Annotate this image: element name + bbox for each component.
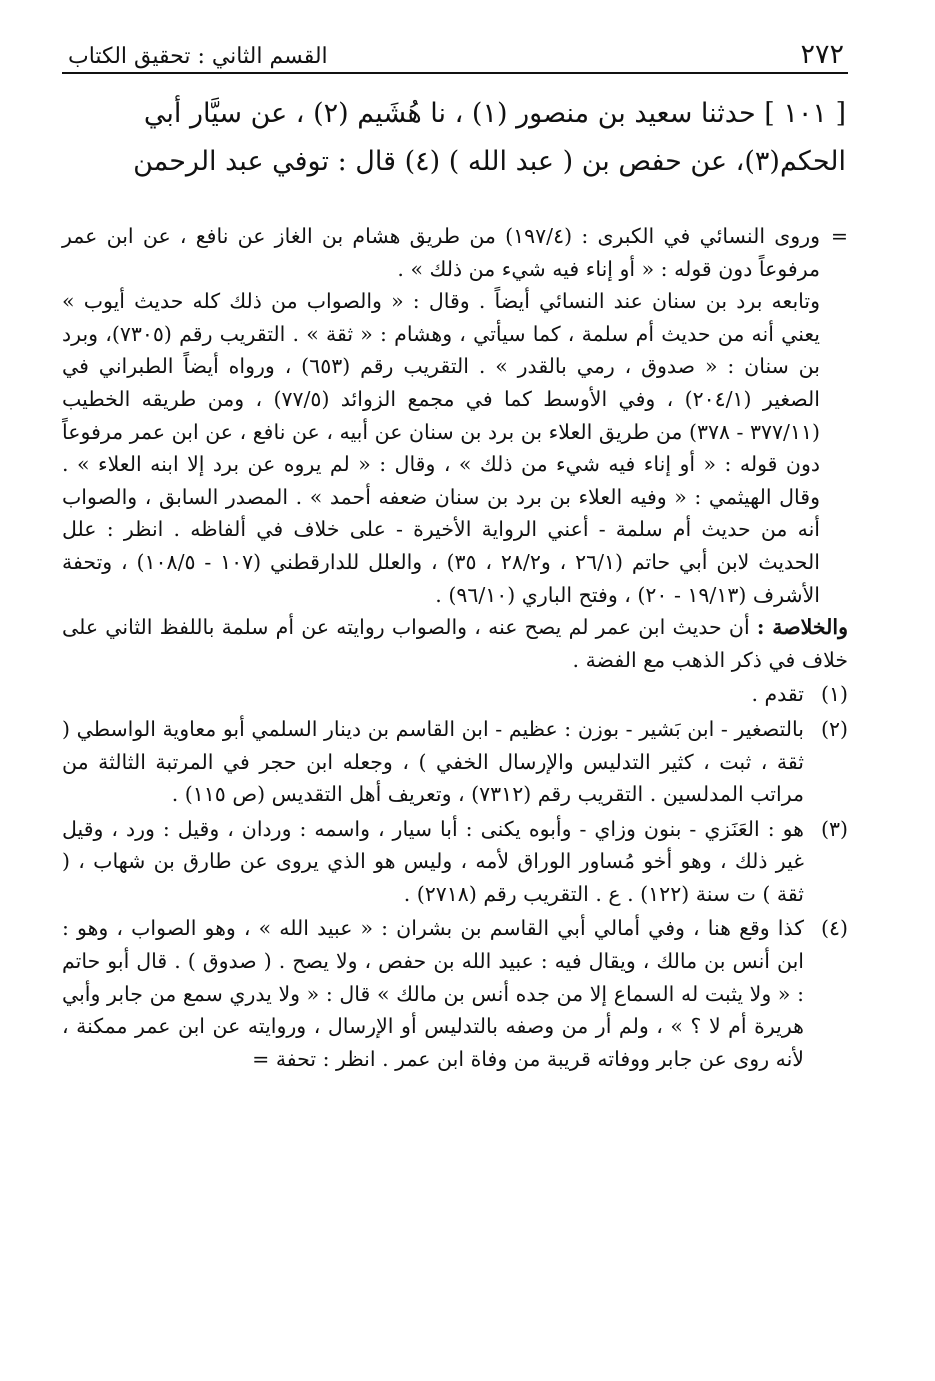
note-paragraph: وروى النسائي في الكبرى : (١٩٧/٤) من طريق هشام بن الغاز عن نافع ، عن ابن عمر مرفوعاً دون قوله : « أو إناء فيه شيء من ذلك » .	[62, 224, 820, 281]
page-header	[62, 40, 848, 74]
footnote	[62, 678, 848, 711]
footnote	[62, 713, 848, 811]
main-text-line: [ ١٠١ ] حدثنا سعيد بن منصور (١) ، نا هُشَيم (٢) ، عن سيَّار أبي	[143, 98, 846, 129]
footnote	[62, 912, 848, 1075]
notes-section	[62, 220, 848, 1077]
footnote-number: (٢)	[820, 716, 848, 741]
footnote-text: كذا وقع هنا ، وفي أمالي أبي القاسم بن بشران : « عبيد الله » ، وهو الصواب ، وهو : ابن أنس بن مالك ، ويقال فيه : عبيد الله بن حفص ، ولا يصح . ( صدوق ) . قال أبو حاتم : « ولا يثبت له السماع إلا من جده أنس بن مالك » قال : « ولا يدري سمع من جابر وأبي هريرة أم لا ؟ » ، ولم أر من وصفه بالتدليس أو الإرسال ، وروايته عن ابن عمر ممكنة ، لأنه روى عن جابر ووفاته قريبة من وفاة ابن عمر . انظر : تحفة =	[62, 916, 804, 1071]
main-hadith-text	[64, 90, 846, 186]
footnote-number: (٣)	[820, 816, 848, 841]
summary-text: أن حديث ابن عمر لم يصح عنه ، والصواب روايته عن أم سلمة باللفظ الثاني على خلاف في ذكر الذهب مع الفضة .	[62, 615, 848, 672]
summary-label: والخلاصة :	[756, 615, 848, 640]
continued-note-body	[62, 220, 820, 611]
summary-paragraph	[62, 611, 848, 676]
running-title: القسم الثاني : تحقيق الكتاب	[68, 44, 328, 69]
footnote	[62, 813, 848, 911]
footnote-text: هو : العَنَزي - بنون وزاي - وأبوه يكنى : أبا سيار ، واسمه : وردان ، وقيل : ورد ، وقيل غير ذلك ، وهو أخو مُساور الوراق لأمه ، وليس هو الذي يروى عن طارق بن شهاب ، ( ثقة ) ت سنة (١٢٢) . ع . التقريب رقم (٢٧١٨) .	[62, 816, 804, 906]
continued-note	[62, 220, 848, 611]
page-number: ٢٧٢	[800, 39, 844, 70]
main-text-line: الحكم(٣)، عن حفص بن ( عبد الله ) (٤) قال : توفي عبد الرحمن	[133, 146, 846, 177]
note-paragraph: وتابعه برد بن سنان عند النسائي أيضاً . وقال : « والصواب من ذلك كله حديث أيوب » يعني أنه من حديث أم سلمة ، كما سيأتي ، وهشام : « ثقة » . التقريب رقم (٧٣٠٥)، وبرد بن سنان : « صدوق ، رمي بالقدر » . التقريب رقم (٦٥٣) ، ورواه أيضاً الطبراني في الصغير (٢٠٤/١) ، وفي الأوسط كما في مجمع الزوائد (٧٧/٥) ، ومن طريقه الخطيب (٣٧٧/١١ - ٣٧٨) من طريق العلاء بن برد بن سنان عن أبيه ، عن نافع ، عن ابن عمر مرفوعاً دون قوله : « أو إناء فيه شيء من ذلك » ، وقال : « لم يروه عن برد إلا ابنه العلاء » . وقال الهيثمي : « وفيه العلاء بن برد بن سنان ضعفه أحمد » . المصدر السابق ، والصواب أنه من حديث أم سلمة - أعني الرواية الأخيرة - على خلاف في ألفاظه . انظر : علل الحديث لابن أبي حاتم (٢٦/١ ، و٢٨/٢ ، ٣٥) ، والعلل للدارقطني (١٠٧ - ١٠٨/٥) ، وتحفة الأشرف (١٩/١٣ - ٢٠) ، وفتح الباري (٩٦/١٠) .	[62, 289, 820, 607]
footnote-number: (١)	[820, 682, 848, 707]
separator	[64, 210, 846, 211]
footnote-text: بالتصغير - ابن بَشير - بوزن : عظيم - ابن القاسم بن دينار السلمي أبو معاوية الواسطي ( ثقة ، ثبت ، كثير التدليس والإرسال الخفي ) ، وجعله ابن حجر في المرتبة الثالثة من مراتب المدلسين . التقريب رقم (٧٣١٢) ، وتعريف أهل التقديس (ص ١١٥) .	[62, 716, 804, 807]
continuation-mark: =	[830, 224, 848, 248]
footnote-number: (٤)	[820, 916, 848, 941]
footnote-text: تقدم .	[751, 682, 804, 707]
